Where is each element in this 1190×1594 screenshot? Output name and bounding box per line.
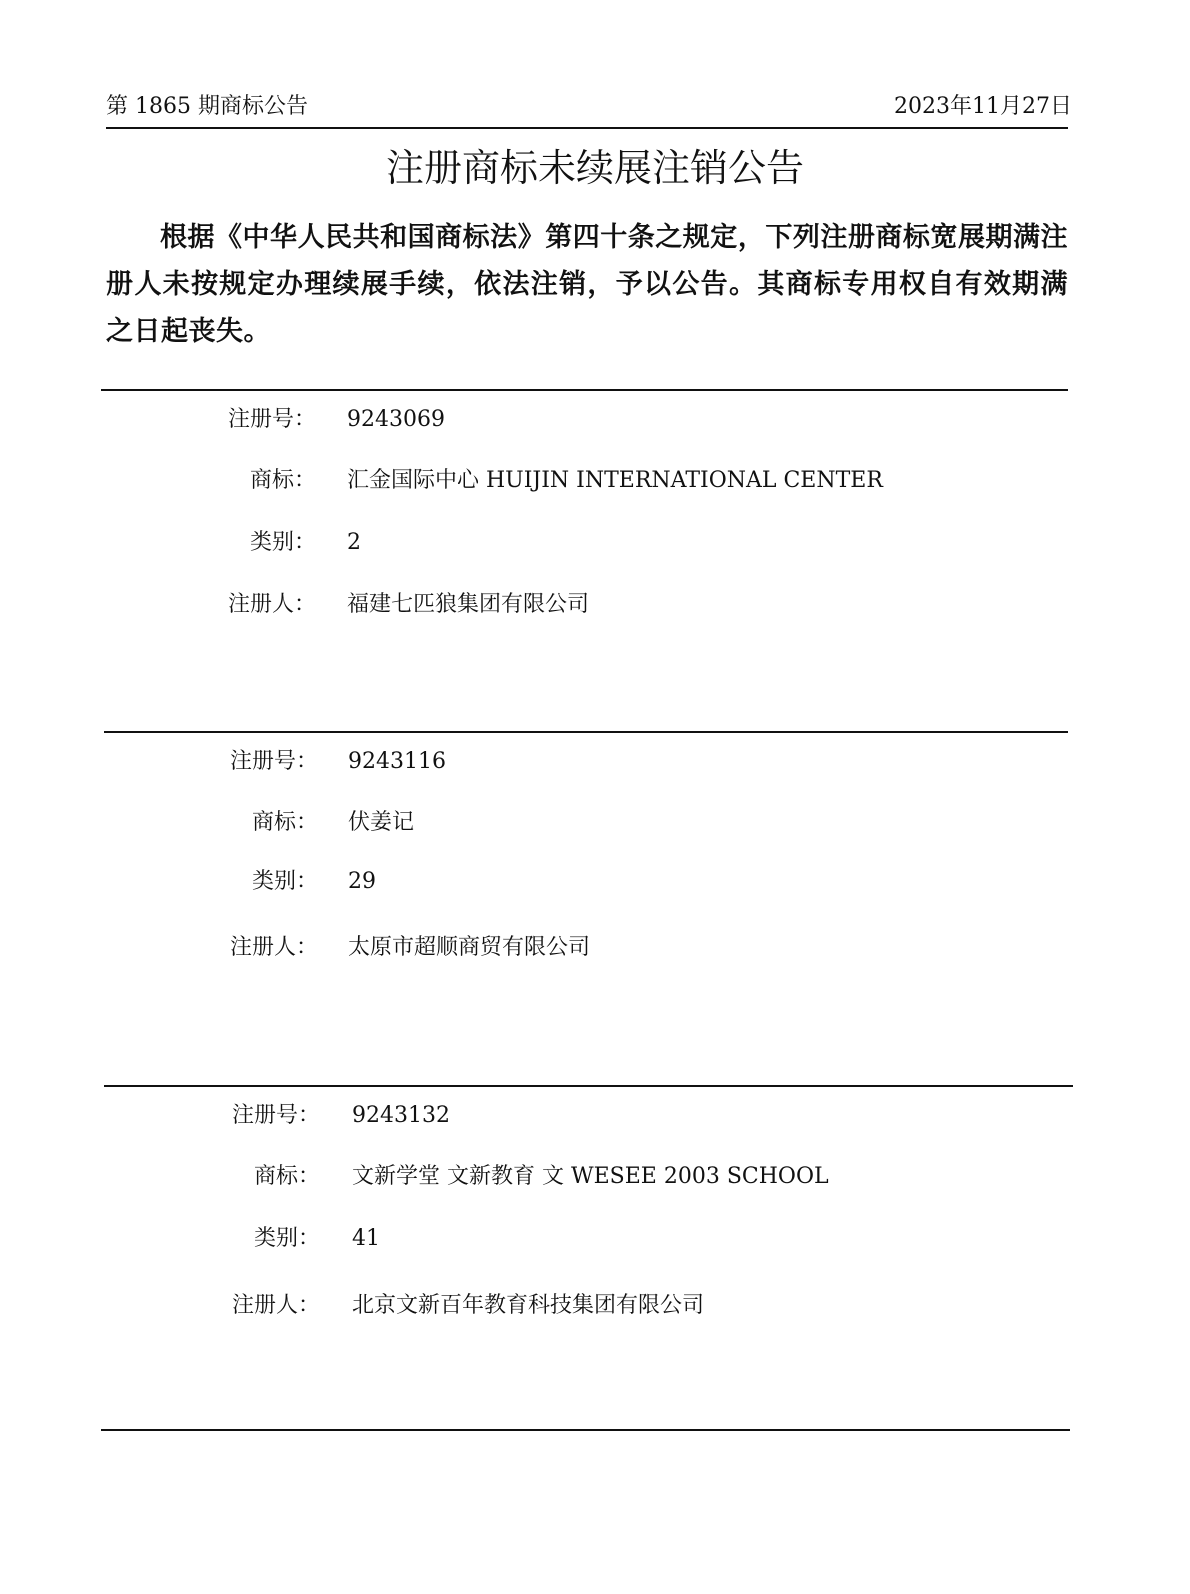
mark-row [0,806,1190,840]
publication-date: 2023年11月27日 [894,94,1072,119]
reg-no-row [0,745,1190,779]
section-divider [104,1085,1073,1087]
registrant-label: 注册人： [227,592,316,617]
mark-value: 文新学堂 文新教育 文 WESEE 2003 SCHOOL [352,1164,829,1189]
page-title: 注册商标未续展注销公告 [385,146,804,190]
class-value: 41 [352,1226,380,1251]
registrant-row [0,931,1190,965]
class-row [0,865,1190,899]
class-row [0,1222,1190,1256]
registrant-row [0,588,1190,622]
registrant-row [0,1289,1190,1323]
registrant-value: 太原市超顺商贸有限公司 [348,935,591,960]
mark-value: 汇金国际中心 HUIJIN INTERNATIONAL CENTER [347,468,883,493]
registrant-label: 注册人： [231,1293,320,1318]
section-divider [104,731,1068,733]
reg-no-row [0,403,1190,437]
class-label: 类别： [249,530,316,555]
class-label: 类别： [251,869,318,894]
reg-no-value: 9243132 [352,1103,450,1128]
mark-row [0,1160,1190,1194]
class-value: 2 [347,530,361,555]
issue-number: 第 1865 期商标公告 [106,94,308,119]
reg-no-label: 注册号： [227,407,316,432]
reg-no-row [0,1099,1190,1133]
header-divider [106,127,1068,129]
reg-no-label: 注册号： [231,1103,320,1128]
class-label: 类别： [253,1226,320,1251]
reg-no-label: 注册号： [229,749,318,774]
section-divider [101,389,1068,391]
registrant-value: 福建七匹狼集团有限公司 [347,592,590,617]
section-divider [101,1429,1070,1431]
class-value: 29 [348,869,376,894]
mark-value: 伏姜记 [348,810,415,835]
mark-row [0,464,1190,498]
registrant-value: 北京文新百年教育科技集团有限公司 [352,1293,705,1318]
mark-label: 商标： [251,810,318,835]
class-row [0,526,1190,560]
intro-paragraph: 根据《中华人民共和国商标法》第四十条之规定，下列注册商标宽展期满注册人未按规定办理续展手续，依法注销，予以公告。其商标专用权自有效期满之日起丧失。 [106,222,1068,347]
mark-label: 商标： [249,468,316,493]
reg-no-value: 9243116 [348,749,446,774]
mark-label: 商标： [253,1164,320,1189]
registrant-label: 注册人： [229,935,318,960]
reg-no-value: 9243069 [347,407,445,432]
